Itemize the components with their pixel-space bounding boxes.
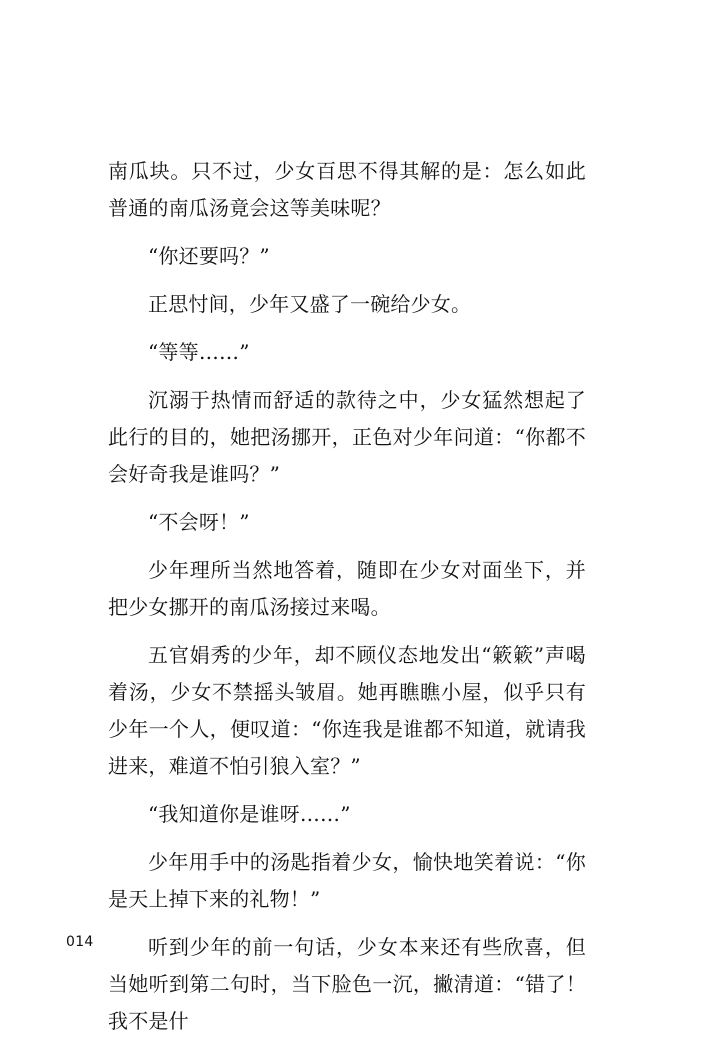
body-text <box>108 153 586 1051</box>
paragraph: 沉溺于热情而舒适的款待之中，少女猛然想起了此行的目的，她把汤挪开，正色对少年问道：“你都不会好奇我是谁吗？” <box>108 388 586 486</box>
paragraph: 五官娟秀的少年，却不顾仪态地发出“簌簌”声喝着汤，少女不禁摇头皱眉。她再瞧瞧小屋，似乎只有少年一个人，便叹道：“你连我是谁都不知道，就请我进来，难道不怕引狼入室？” <box>108 643 586 778</box>
paragraph: “等等……” <box>148 340 250 364</box>
paragraph: “你还要吗？” <box>148 244 270 268</box>
paragraph: 正思忖间，少年又盛了一碗给少女。 <box>148 292 472 316</box>
page-number: 014 <box>66 934 94 950</box>
paragraph: 少年理所当然地答着，随即在少女对面坐下，并把少女挪开的南瓜汤接过来喝。 <box>108 558 586 619</box>
paragraph: “我知道你是谁呀……” <box>148 802 351 826</box>
paragraph: 少年用手中的汤匙指着少女，愉快地笑着说：“你是天上掉下来的礼物！” <box>108 850 586 911</box>
paragraph: “不会呀！” <box>148 510 250 534</box>
paragraph: 南瓜块。只不过，少女百思不得其解的是：怎么如此普通的南瓜汤竟会这等美味呢？ <box>108 159 586 220</box>
paragraph: 听到少年的前一句话，少女本来还有些欣喜，但当她听到第二句时，当下脸色一沉，撇清道：“错了！我不是什 <box>108 935 586 1033</box>
